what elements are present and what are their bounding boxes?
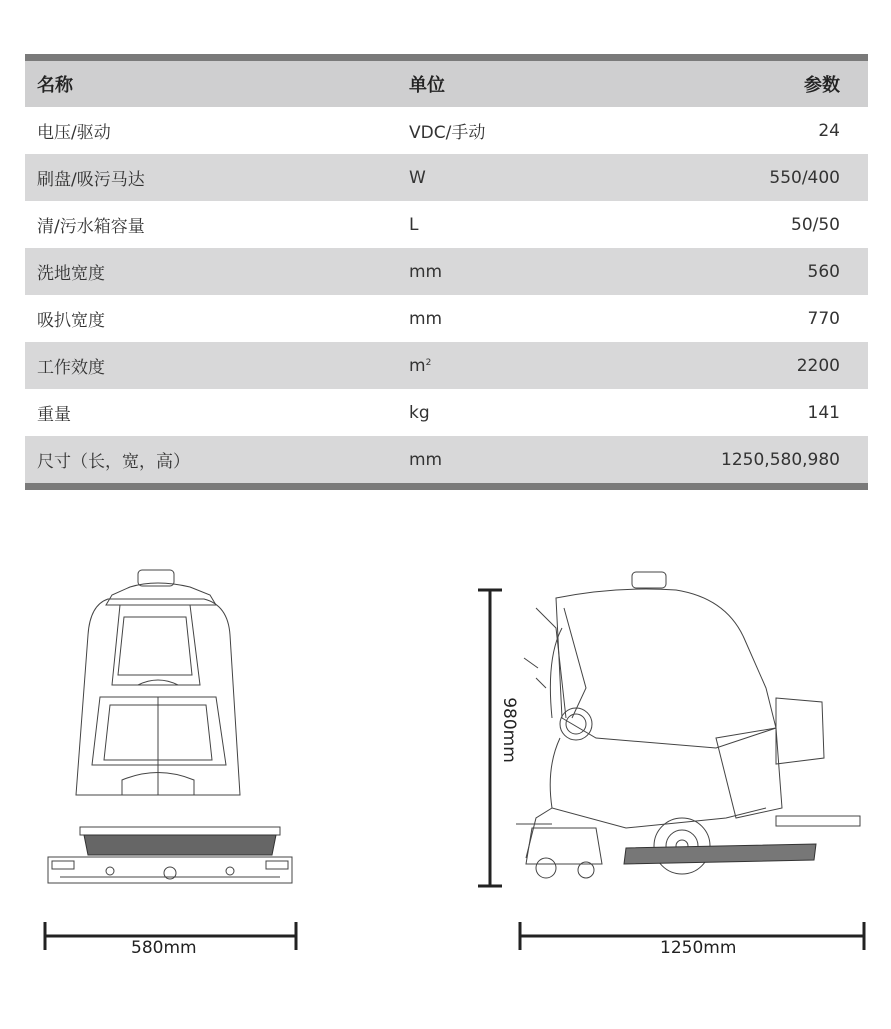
table-row	[25, 342, 868, 389]
table-row	[25, 107, 868, 154]
header-param: 参数	[804, 75, 840, 96]
row-name: 电压/驱动	[37, 123, 111, 143]
row-name: 尺寸（长，宽，高）	[37, 452, 190, 472]
row-name: 工作效度	[37, 358, 105, 378]
table-row	[25, 154, 868, 201]
row-value: 50/50	[791, 214, 840, 235]
row-unit: kg	[409, 402, 430, 423]
table-row	[25, 201, 868, 248]
row-name: 刷盘/吸污马达	[37, 170, 145, 190]
front-width-label: 580mm	[131, 938, 197, 958]
table-header-row	[25, 61, 868, 107]
row-value: 560	[807, 261, 840, 282]
row-unit: VDC/手动	[409, 123, 486, 143]
row-name: 洗地宽度	[37, 264, 105, 284]
row-value: 141	[807, 402, 840, 423]
table-row	[25, 248, 868, 295]
unit-superscript: 2	[425, 357, 432, 368]
row-value: 24	[818, 120, 840, 141]
row-name: 重量	[37, 405, 71, 425]
spec-table	[25, 54, 868, 490]
row-unit-wrap	[397, 356, 697, 376]
row-name: 清/污水箱容量	[37, 217, 145, 237]
table-row	[25, 295, 868, 342]
row-unit: mm	[409, 308, 443, 329]
table-bottom-rule	[25, 483, 868, 490]
row-value: 770	[807, 308, 840, 329]
row-unit: L	[409, 214, 419, 235]
row-value: 1250,580,980	[721, 449, 840, 470]
row-unit: W	[409, 167, 426, 188]
row-name: 吸扒宽度	[37, 311, 105, 331]
table-row	[25, 436, 868, 483]
row-unit: m	[409, 355, 426, 376]
front-view-drawing	[40, 565, 300, 895]
row-unit: mm	[409, 449, 443, 470]
row-value: 2200	[796, 355, 840, 376]
header-name: 名称	[37, 75, 73, 96]
table-row	[25, 389, 868, 436]
row-unit: mm	[409, 261, 443, 282]
side-height-label: 980mm	[498, 697, 519, 763]
table-top-rule	[25, 54, 868, 61]
row-value: 550/400	[769, 167, 840, 188]
side-view-drawing	[476, 568, 871, 890]
header-unit: 单位	[409, 75, 445, 96]
side-length-label: 1250mm	[660, 938, 737, 958]
